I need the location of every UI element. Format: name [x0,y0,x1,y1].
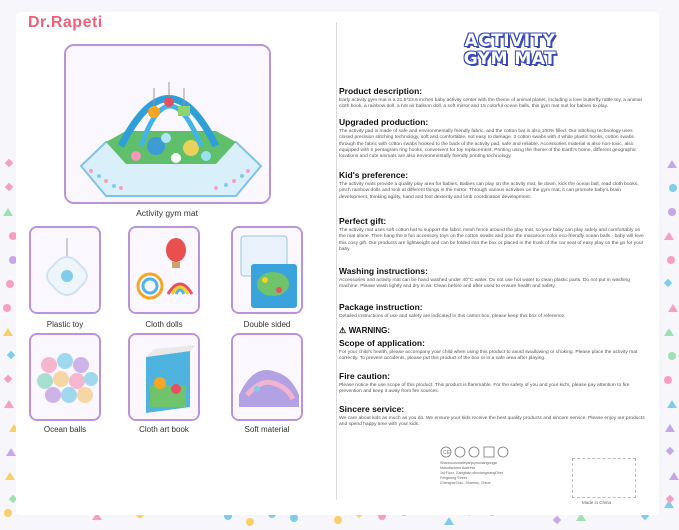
confetti-shape [7,351,15,359]
soft-material-icon [233,335,303,421]
confetti-shape [665,424,675,432]
confetti-shape [4,375,12,383]
section-body: The activity mats provide a quality play area for babies. Babies can play on the activity mat, lie down, kick the ocean ball, read cloth books, pinch rainbow dolls and look at different things in the mirror. Through various activities on the gym mat, it can promote baby's brain development, thinking agility, hand and foot dexterity and limb coordination development. [339,182,639,200]
tile-label-cloth-art-book: Cloth art book [139,425,189,434]
section-body: The activity pad is made of safe and environmentally friendly fabric, and the cotton bat is also 100% filled. Our stitching technology uses closed precision stitching technology, soft and comfortable, not easy to damage. 2 cotton swabs with 4 white plastic hooks, cotton swabs through the fabric with cotton swabs hooked to the back of the activity pad, safe and reliable. Accessories material is also non-toxic, also equipped with 5 pentagram ring hooks, convenient for toy replacement. Printing using the theme of the Earth's home, different geographic locations and cute animals are also environmentally friendly printing technology. [339,129,637,160]
tile-label-soft-material: Soft material [244,425,290,434]
title-line-1: ACTIVITY [464,31,556,51]
gym-mat-illustration [66,46,271,204]
svg-text:CE: CE [443,450,450,456]
label-placeholder [572,458,636,498]
brand-logo-text: Dr.Rapeti [28,14,103,31]
tile-label-cloth-dolls: Cloth dolls [145,320,183,329]
fine-line: Fengbeng Street [440,476,467,480]
confetti-shape [246,518,254,526]
fine-line: Shantouxiunaileyanjuyouxiangongsi [440,461,498,465]
soft-material-image [231,333,303,421]
confetti-shape [664,232,674,240]
manufacturer-info [440,461,503,486]
section-heading: Package instruction: [339,302,423,312]
confetti-shape [669,184,677,192]
confetti-shape [4,509,12,517]
cloth-dolls-icon [130,228,200,314]
title-line-2: GYM MAT [463,49,557,69]
brand-logo [28,14,103,32]
plastic-toy-image [29,226,101,314]
panel-divider [336,22,337,500]
cloth-art-book-image [128,333,200,421]
confetti-shape [6,280,14,288]
plastic-toy-icon [31,228,101,314]
confetti-shape [3,208,13,216]
fine-line: 1st Floor, Gangbian,shuxiangxiangDhet [440,471,503,475]
fine-line: Manufacturer Address [440,466,476,470]
section-product-description [339,86,645,111]
confetti-shape [664,328,674,336]
section-body: Please notice the use scope of this product. This product is flammable. For the safety of you and your kid's, please pay attention to fire prevention and keep it away from fire sources. [339,383,630,395]
section-upgraded-production [339,117,645,160]
section-body: Accessories and activity mat can be hand washed under 40°C water. Do not use hot water to clean plastic parts. Do not put in washing machine. Please wash lightly and dry in air. Clean before and after used to ensure health and safety. [339,278,630,290]
section-fire-caution [339,371,645,396]
confetti-shape [667,256,675,264]
double-sided-image [231,226,303,314]
certification-marks [440,446,510,458]
cloth-dolls-image [128,226,200,314]
section-body: We care about kids as much as you do. We ensure your kids receive the best quality products and sincere service. Please enjoy our products and spend happy time with your kids. [339,416,645,428]
tile-label-ocean-balls: Ocean balls [43,425,87,434]
section-heading: Perfect gift: [339,216,387,226]
section-body: For your child's health, please accompany your child when using this product to avoid swallowing or choking. Please place the activity mat correctly. To prevent accidents, please put this product of the box or in a safe area after playing. [339,350,638,362]
section-body: Early activity gym mat is a 31.5*23.6 inches baby activity center with the theme of animal planet, including a love butterfly rattle toy, a animal cloth book, a rainbow doll, a hot air balloon doll, a soft mirror and 15 colorful ocean balls, this gym mat suit for babies to play. [339,98,642,110]
section-heading: Fire caution: [339,371,391,381]
section-sincere-service [339,404,645,429]
confetti-shape [290,514,298,522]
ocean-balls-image [29,333,101,421]
section-heading: Upgraded production: [339,117,429,127]
confetti-shape [3,328,13,336]
confetti-shape [664,376,672,384]
made-in-label: Made in China [582,500,612,505]
confetti-shape [444,517,454,525]
section-scope-of-application [339,338,645,363]
confetti-shape [669,472,679,480]
ocean-balls-icon [31,335,101,421]
section-package-instruction [339,302,645,320]
section-body: The activity mat uses soft cotton bat to support the fabric mesh fence around the play mat, so your baby can play safely and comfortably on the mat alone. Then hang the 5 fun accessory toys on the cotton swabs and pour the macaroon color eco-friendly ocean balls - baby will love this cosy gift. Our products are lightweight and can be folded into the box or placed in the trunk of the car seat of easy play on the go for your baby. [339,228,644,252]
confetti-shape [668,304,678,312]
section-heading: Scope of application: [339,338,425,348]
section-heading: Washing instructions: [339,266,428,276]
main-caption: Activity gym mat [136,208,198,218]
section-heading: Kid's preference: [339,170,409,180]
fine-line: Chenghai Dist., Shantou, China [440,481,491,485]
section-kids-preference [339,170,645,201]
warning-header [339,325,645,335]
section-washing-instructions [339,266,645,291]
confetti-shape [6,448,16,456]
confetti-shape [664,279,672,287]
confetti-shape [668,352,676,360]
warning-label: WARNING: [348,326,391,335]
section-perfect-gift [339,216,645,253]
confetti-shape [667,400,677,408]
confetti-shape [5,472,15,480]
confetti-shape [553,516,561,524]
warning-icon: ⚠ [339,326,347,335]
product-title [440,32,580,68]
confetti-shape [4,159,12,167]
activity-gym-mat-image [64,44,271,204]
confetti-shape [666,447,674,455]
confetti-shape [334,516,342,524]
confetti-shape [3,304,11,312]
tile-label-double-sided: Double sided [243,320,291,329]
double-sided-icon [233,228,303,314]
confetti-shape [667,160,677,168]
section-body: Detailed instructions of use and safety are indicated in this carton box, please keep this box of reference. [339,314,566,319]
cloth-book-icon [130,335,200,421]
confetti-shape [5,183,13,191]
section-heading: Sincere service: [339,404,405,414]
section-heading: Product description: [339,86,423,96]
tile-label-plastic-toy: Plastic toy [46,320,84,329]
confetti-shape [4,400,14,408]
confetti-shape [668,208,676,216]
